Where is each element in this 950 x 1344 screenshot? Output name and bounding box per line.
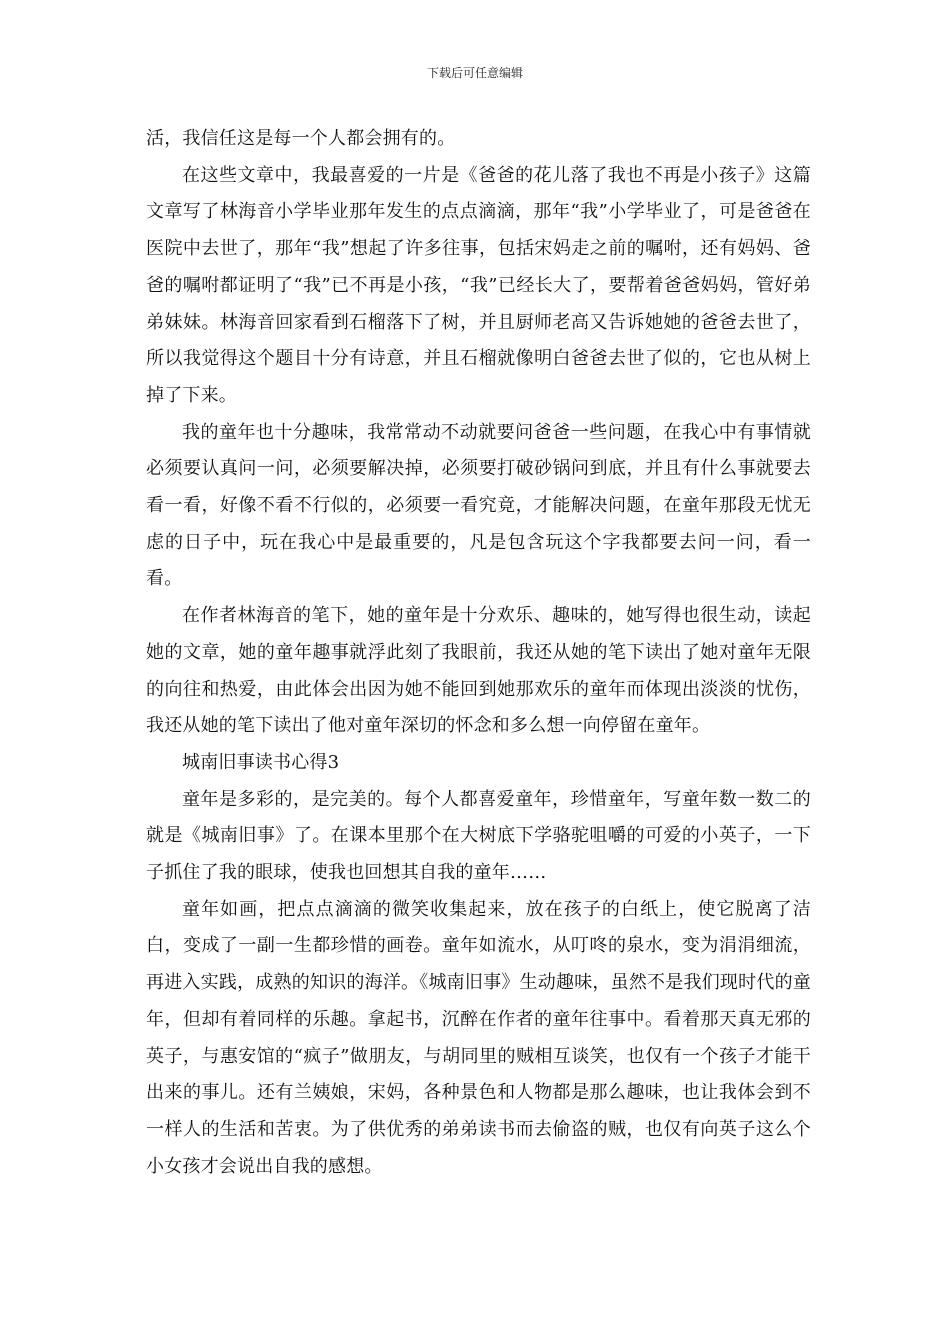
section-heading: 城南旧事读书心得3 — [182, 751, 340, 773]
paragraph-favorite-article: 在这些文章中，我最喜爱的一片是《爸爸的花儿落了我也不再是小孩子》这篇文章写了林海音小学毕业那年发生的点点滴滴，那年“我”小学毕业了，可是爸爸在医院中去世了，那年“我”想起了许多往事，包括宋妈走之前的嘱咐，还有妈妈、爸爸的嘱咐都证明了“我”已不再是小孩，“我”已经长大了，要帮着爸爸妈妈，管好弟弟妹妹。林海音回家看到石榴落下了树，并且厨师老高又告诉她她的爸爸去世了，所以我觉得这个题目十分有诗意，并且石榴就像明白爸爸去世了似的，它也从树上掉了下来。 — [146, 164, 811, 406]
paragraph-author-childhood: 在作者林海音的笔下，她的童年是十分欢乐、趣味的，她写得也很生动，读起她的文章，她的童年趣事就浮此刻了我眼前，我还从她的笔下读出了她对童年无限的向往和热爱，由此体会出因为她不能回到她那欢乐的童年而体现出淡淡的忧伤，我还从她的笔下读出了他对童年深切的怀念和多么想一向停留在童年。 — [146, 605, 811, 737]
paragraph-continuation: 活，我信任这是每一个人都会拥有的。 — [146, 128, 456, 149]
paragraph-childhood-like-painting: 童年如画，把点点滴滴的微笑收集起来，放在孩子的白纸上，使它脱离了洁白，变成了一副一生都珍惜的画卷。童年如流水，从叮咚的泉水，变为涓涓细流，再进入实践，成熟的知识的海洋。《城南旧事》生动趣味，虽然不是我们现时代的童年，但却有着同样的乐趣。拿起书，沉醉在作者的童年往事中。看着那天真无邪的英子，与惠安馆的“疯子”做朋友，与胡同里的贼相互谈笑，也仅有一个孩子才能干出来的事儿。还有兰姨娘，宋妈，各种景色和人物都是那么趣味，也让我体会到不一样人的生活和苦衷。为了供优秀的弟弟读书而去偷盗的贼，也仅有向英子这么个小女孩才会说出自我的感想。 — [146, 898, 811, 1177]
paragraph-colorful-childhood: 童年是多彩的，是完美的。每个人都喜爱童年，珍惜童年，写童年数一数二的就是《城南旧事》了。在课本里那个在大树底下学骆驼咀嚼的可爱的小英子，一下子抓住了我的眼球，使我也回想其自我的童年…… — [146, 788, 811, 884]
paragraph-my-childhood: 我的童年也十分趣味，我常常动不动就要问爸爸一些问题，在我心中有事情就必须要认真问一问，必须要解决掉，必须要打破砂锅问到底，并且有什么事就要去看一看，好像不看不行似的，必须要一看究竟，才能解决问题，在童年那段无忧无虑的日子中，玩在我心中是最重要的，凡是包含玩这个字我都要去问一问，看一看。 — [146, 421, 811, 590]
page-header: 下载后可任意编辑 — [426, 66, 523, 80]
document-body — [146, 121, 811, 1185]
